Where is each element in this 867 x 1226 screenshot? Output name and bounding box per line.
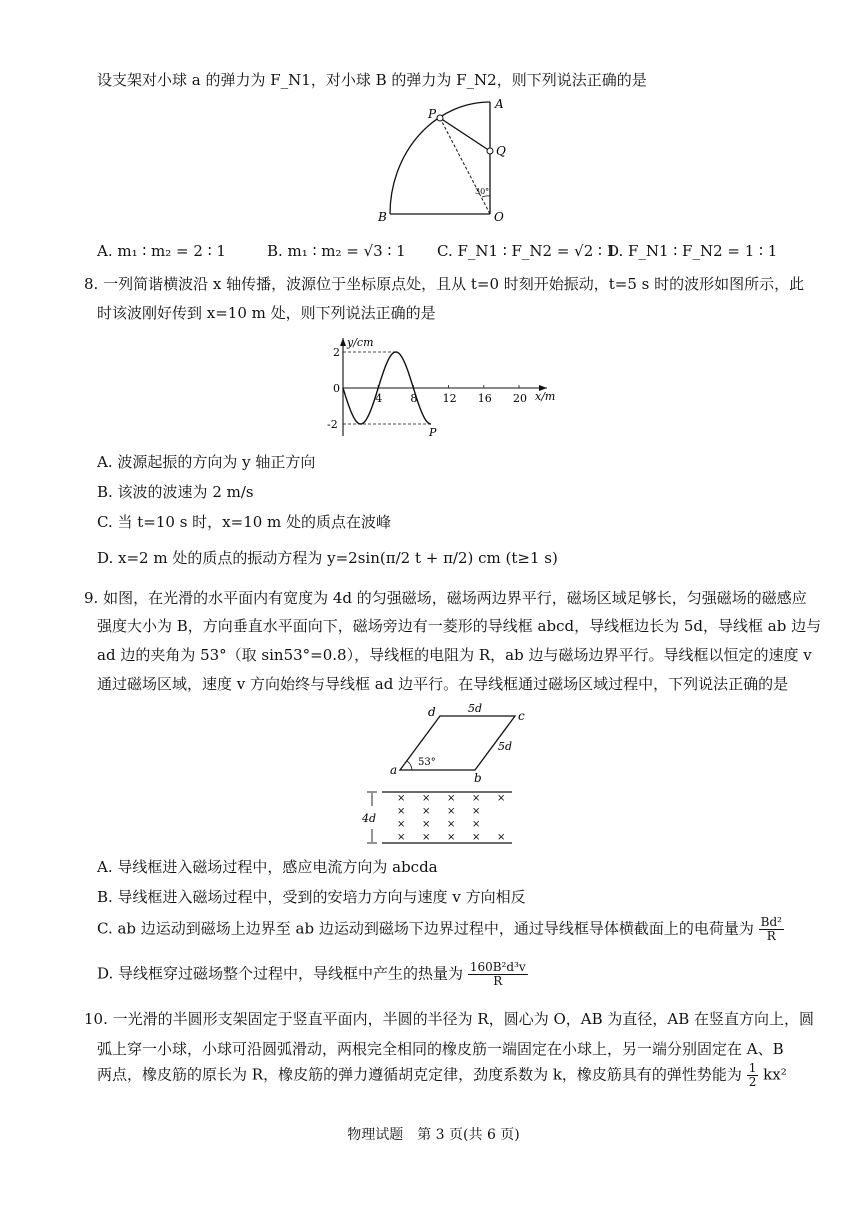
label-a: a xyxy=(390,763,398,777)
q7-option-c: C. F_N1 ∶ F_N2 = √2 ∶ 1 xyxy=(437,242,617,260)
q9-c-denominator: R xyxy=(766,929,776,943)
q8-wave-chart xyxy=(325,336,565,440)
q9-option-c-text: C. ab 边运动到磁场上边界至 ab 边运动到磁场下边界过程中，通过导线框导体横截面上的电荷量为 xyxy=(97,919,754,938)
q7-option-d: D. F_N1 ∶ F_N2 = 1 ∶ 1 xyxy=(607,242,778,260)
svg-text:×: × xyxy=(472,832,481,843)
svg-text:×: × xyxy=(397,832,406,843)
x-tick-label: 20 xyxy=(513,392,527,405)
svg-text:×: × xyxy=(497,832,506,843)
q9-figure xyxy=(360,700,540,852)
svg-text:×: × xyxy=(497,793,506,804)
q9-stem-line4: 通过磁场区域，速度 v 方向始终与导线框 ad 边平行。在导线框通过磁场区域过程中，下列说法正确的是 xyxy=(97,675,789,693)
q10-stem-line3-text: 两点，橡皮筋的原长为 R，橡皮筋的弹力遵循胡克定律，劲度系数为 k，橡皮筋具有的弹性势能为 xyxy=(97,1065,742,1084)
y-tick-label: 0 xyxy=(333,382,340,395)
q7-stem: 设支架对小球 a 的弹力为 F_N1，对小球 B 的弹力为 F_N2，则下列说法正确的是 xyxy=(97,71,647,89)
q9-stem-line3: ad 边的夹角为 53°（取 sin53°=0.8），导线框的电阻为 R，ab 边与磁场边界平行。导线框以恒定的速度 v xyxy=(97,646,812,664)
q8-option-c: C. 当 t=10 s 时，x=10 m 处的质点在波峰 xyxy=(97,513,392,531)
q10-stem-line3 xyxy=(97,1062,787,1089)
q9-option-c-fraction xyxy=(759,916,784,943)
svg-text:×: × xyxy=(397,793,406,804)
q8-option-a: A. 波源起振的方向为 y 轴正方向 xyxy=(97,453,316,471)
label-c: c xyxy=(518,709,525,723)
label-side-5d: 5d xyxy=(498,740,513,753)
q9-stem-line2: 强度大小为 B，方向垂直水平面向下，磁场旁边有一菱形的导线框 abcd，导线框边长为 5d，导线框 ab 边与 xyxy=(97,617,822,635)
q9-d-numerator: 160B²d³v xyxy=(469,960,526,974)
q7-label-q: Q xyxy=(496,144,506,158)
svg-text:×: × xyxy=(397,819,406,830)
q9-option-b: B. 导线框进入磁场过程中，受到的安培力方向与速度 v 方向相反 xyxy=(97,888,526,906)
x-tick-label: 16 xyxy=(477,392,492,405)
svg-text:×: × xyxy=(422,819,431,830)
q9-d-denominator: R xyxy=(493,974,503,988)
q10-pe-tail: kx² xyxy=(763,1065,787,1084)
x-tick-label: 8 xyxy=(410,392,418,405)
q7-label-p: P xyxy=(428,107,437,121)
q10-pe-fraction xyxy=(747,1062,759,1089)
q9-option-d-text: D. 导线框穿过磁场整个过程中，导线框中产生的热量为 xyxy=(97,964,464,983)
svg-text:×: × xyxy=(447,832,456,843)
svg-text:×: × xyxy=(472,793,481,804)
q7-option-a: A. m₁ ∶ m₂ = 2 ∶ 1 xyxy=(97,242,226,260)
svg-text:×: × xyxy=(447,793,456,804)
point-p-label: P xyxy=(429,426,437,439)
q9-option-d xyxy=(97,961,528,988)
q7-label-o: O xyxy=(494,210,504,224)
y-axis-arrow xyxy=(340,338,346,346)
q8-option-b: B. 该波的波速为 2 m/s xyxy=(97,483,254,501)
svg-text:×: × xyxy=(447,819,456,830)
q9-option-d-fraction xyxy=(468,961,528,988)
q7-label-b: B xyxy=(378,210,387,224)
q9-option-a: A. 导线框进入磁场过程中，感应电流方向为 abcda xyxy=(97,858,438,876)
q9-stem-line1: 9. 如图，在光滑的水平面内有宽度为 4d 的匀强磁场，磁场两边界平行，磁场区域足够长，匀强磁场的磁感应 xyxy=(84,589,807,607)
svg-text:×: × xyxy=(472,806,481,817)
label-b: b xyxy=(474,771,482,785)
x-tick-label: 12 xyxy=(442,392,457,405)
q7-option-b: B. m₁ ∶ m₂ = √3 ∶ 1 xyxy=(267,242,406,260)
page-footer: 物理试题 第 3 页(共 6 页) xyxy=(347,1127,520,1143)
x-axis-label: x/m xyxy=(535,390,556,403)
q7-label-a: A xyxy=(495,97,504,111)
label-4d: 4d xyxy=(362,812,377,825)
svg-text:×: × xyxy=(422,806,431,817)
q7-label-angle: 30° xyxy=(475,187,490,196)
q10-pe-denominator: 2 xyxy=(748,1075,757,1089)
label-d: d xyxy=(428,705,436,719)
label-top-5d: 5d xyxy=(468,702,483,715)
q10-pe-numerator: 1 xyxy=(748,1061,757,1075)
field-crosses xyxy=(397,793,505,843)
q10-stem-line1: 10. 一光滑的半圆形支架固定于竖直平面内，半圆的半径为 R，圆心为 O，AB 为直径，AB 在竖直方向上，圆 xyxy=(84,1010,815,1028)
svg-text:×: × xyxy=(472,819,481,830)
q8-option-d: D. x=2 m 处的质点的振动方程为 y=2sin(π/2 t + π/2) cm (t≥1 s) xyxy=(97,549,558,567)
svg-text:×: × xyxy=(397,806,406,817)
y-tick-label: 2 xyxy=(333,346,340,359)
y-axis-label: y/cm xyxy=(347,336,374,349)
q7-figure xyxy=(370,94,520,224)
svg-text:×: × xyxy=(422,793,431,804)
x-tick-label: 4 xyxy=(375,392,383,405)
q10-stem-line2: 弧上穿一小球，小球可沿圆弧滑动，两根完全相同的橡皮筋一端固定在小球上，另一端分别固定在 A、B xyxy=(97,1040,784,1058)
svg-text:×: × xyxy=(447,806,456,817)
svg-text:×: × xyxy=(422,832,431,843)
q9-c-numerator: Bd² xyxy=(760,915,782,929)
q8-stem-line1: 8. 一列简谐横波沿 x 轴传播，波源位于坐标原点处，且从 t=0 时刻开始振动，t=5 s 时的波形如图所示，此 xyxy=(84,275,805,293)
y-tick-label: -2 xyxy=(327,418,338,431)
q8-stem-line2: 时该波刚好传到 x=10 m 处，则下列说法正确的是 xyxy=(97,304,436,322)
label-angle: 53° xyxy=(418,757,436,768)
q9-option-c xyxy=(97,916,784,943)
